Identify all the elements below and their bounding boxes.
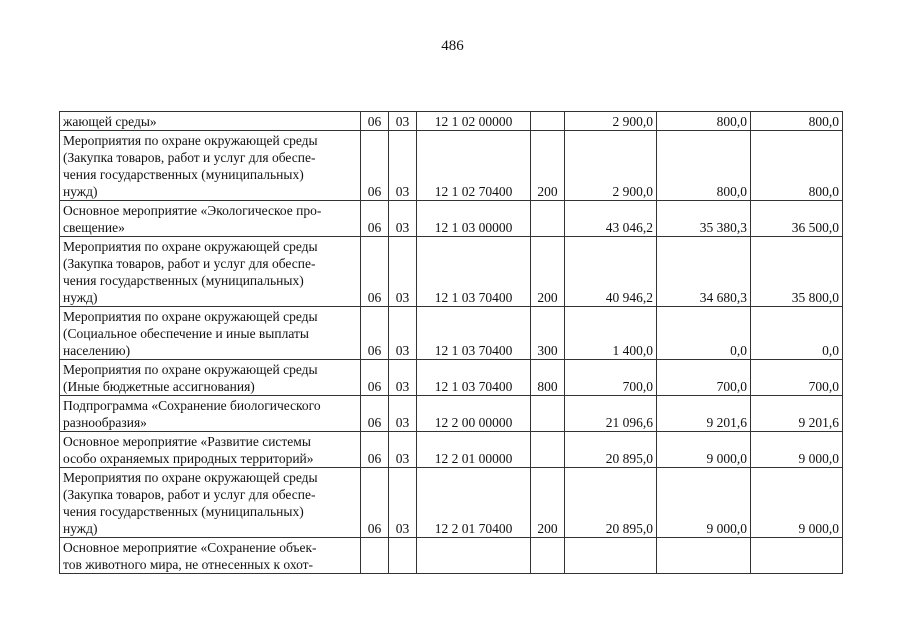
cell-expense-type: 200 — [531, 468, 565, 538]
cell-expense-type — [531, 432, 565, 468]
budget-table — [59, 111, 843, 574]
cell-target-article: 12 1 03 70400 — [417, 307, 531, 360]
cell-subsection: 03 — [389, 131, 417, 201]
table-row — [60, 432, 843, 468]
cell-year-3: 800,0 — [751, 131, 843, 201]
cell-year-3 — [751, 538, 843, 574]
table-row — [60, 360, 843, 396]
table-row — [60, 112, 843, 131]
cell-expense-type: 300 — [531, 307, 565, 360]
cell-target-article — [417, 538, 531, 574]
table-row — [60, 468, 843, 538]
cell-section: 06 — [361, 131, 389, 201]
row-name: Мероприятия по охране окружающей среды (Закупка товаров, работ и услуг для обеспе- чения государственных (муниципальных) нужд) — [60, 131, 361, 201]
row-name: Основное мероприятие «Сохранение объек- тов животного мира, не отнесенных к охот- — [60, 538, 361, 574]
cell-expense-type — [531, 201, 565, 237]
cell-section: 06 — [361, 432, 389, 468]
cell-target-article: 12 1 03 70400 — [417, 237, 531, 307]
cell-expense-type — [531, 396, 565, 432]
table-row — [60, 237, 843, 307]
cell-section: 06 — [361, 468, 389, 538]
cell-subsection: 03 — [389, 112, 417, 131]
cell-year-1: 21 096,6 — [565, 396, 657, 432]
cell-year-1: 43 046,2 — [565, 201, 657, 237]
cell-subsection: 03 — [389, 396, 417, 432]
cell-year-2: 9 000,0 — [657, 432, 751, 468]
cell-expense-type: 200 — [531, 131, 565, 201]
row-name: Мероприятия по охране окружающей среды (Социальное обеспечение и иные выплаты населению) — [60, 307, 361, 360]
cell-section: 06 — [361, 201, 389, 237]
row-name: Мероприятия по охране окружающей среды (Иные бюджетные ассигнования) — [60, 360, 361, 396]
cell-year-2: 34 680,3 — [657, 237, 751, 307]
cell-section — [361, 538, 389, 574]
cell-target-article: 12 2 00 00000 — [417, 396, 531, 432]
cell-year-3: 35 800,0 — [751, 237, 843, 307]
cell-year-1: 2 900,0 — [565, 131, 657, 201]
cell-subsection: 03 — [389, 201, 417, 237]
cell-year-1: 1 400,0 — [565, 307, 657, 360]
cell-subsection: 03 — [389, 237, 417, 307]
cell-expense-type — [531, 538, 565, 574]
cell-year-2: 35 380,3 — [657, 201, 751, 237]
cell-year-1: 700,0 — [565, 360, 657, 396]
cell-year-3: 36 500,0 — [751, 201, 843, 237]
table-row — [60, 396, 843, 432]
cell-target-article: 12 1 03 70400 — [417, 360, 531, 396]
cell-subsection: 03 — [389, 468, 417, 538]
row-name: Мероприятия по охране окружающей среды (Закупка товаров, работ и услуг для обеспе- чения государственных (муниципальных) нужд) — [60, 237, 361, 307]
cell-target-article: 12 1 02 70400 — [417, 131, 531, 201]
cell-expense-type — [531, 112, 565, 131]
cell-subsection: 03 — [389, 307, 417, 360]
table-row — [60, 131, 843, 201]
cell-year-3: 9 000,0 — [751, 468, 843, 538]
cell-year-2 — [657, 538, 751, 574]
row-name: Мероприятия по охране окружающей среды (Закупка товаров, работ и услуг для обеспе- чения государственных (муниципальных) нужд) — [60, 468, 361, 538]
cell-expense-type: 800 — [531, 360, 565, 396]
cell-subsection — [389, 538, 417, 574]
cell-year-2: 9 201,6 — [657, 396, 751, 432]
cell-year-1: 40 946,2 — [565, 237, 657, 307]
page-number: 486 — [441, 38, 464, 54]
cell-target-article: 12 2 01 70400 — [417, 468, 531, 538]
table-row — [60, 538, 843, 574]
cell-expense-type: 200 — [531, 237, 565, 307]
cell-section: 06 — [361, 396, 389, 432]
cell-section: 06 — [361, 112, 389, 131]
cell-target-article: 12 2 01 00000 — [417, 432, 531, 468]
cell-section: 06 — [361, 307, 389, 360]
cell-subsection: 03 — [389, 432, 417, 468]
cell-target-article: 12 1 03 00000 — [417, 201, 531, 237]
cell-year-1: 20 895,0 — [565, 432, 657, 468]
row-name: Основное мероприятие «Экологическое про- свещение» — [60, 201, 361, 237]
cell-year-3: 800,0 — [751, 112, 843, 131]
cell-year-3: 9 000,0 — [751, 432, 843, 468]
table-row — [60, 201, 843, 237]
row-name: Основное мероприятие «Развитие системы особо охраняемых природных территорий» — [60, 432, 361, 468]
row-name: Подпрограмма «Сохранение биологического разнообразия» — [60, 396, 361, 432]
cell-year-1: 2 900,0 — [565, 112, 657, 131]
cell-year-1: 20 895,0 — [565, 468, 657, 538]
cell-year-1 — [565, 538, 657, 574]
cell-year-2: 800,0 — [657, 112, 751, 131]
cell-year-3: 0,0 — [751, 307, 843, 360]
cell-year-2: 800,0 — [657, 131, 751, 201]
cell-section: 06 — [361, 237, 389, 307]
cell-section: 06 — [361, 360, 389, 396]
cell-year-3: 9 201,6 — [751, 396, 843, 432]
row-name: жающей среды» — [60, 112, 361, 131]
cell-year-2: 700,0 — [657, 360, 751, 396]
cell-target-article: 12 1 02 00000 — [417, 112, 531, 131]
cell-year-2: 0,0 — [657, 307, 751, 360]
cell-year-2: 9 000,0 — [657, 468, 751, 538]
cell-year-3: 700,0 — [751, 360, 843, 396]
cell-subsection: 03 — [389, 360, 417, 396]
table-row — [60, 307, 843, 360]
